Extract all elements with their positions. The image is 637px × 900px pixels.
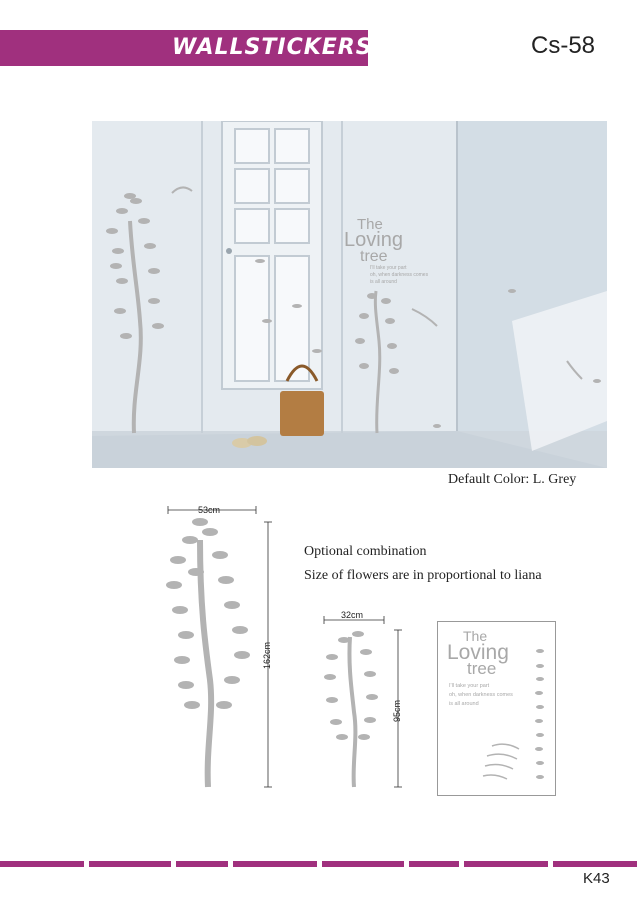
loving-tree-text-panel <box>437 621 556 796</box>
panel-sub-3: is all around <box>449 701 479 707</box>
photo-sub-3: is all around <box>370 279 397 285</box>
small-tree-height-label: 95cm <box>392 700 402 723</box>
room-photo <box>92 121 607 468</box>
photo-sub-1: I'll take your part <box>370 265 407 271</box>
page-code: K43 <box>583 870 610 887</box>
photo-title-tree: tree <box>360 248 388 265</box>
flower-size-note: Size of flowers are in proportional to liana <box>304 568 542 583</box>
panel-title-tree: tree <box>467 659 497 678</box>
small-tree-width-label: 32cm <box>341 610 364 620</box>
panel-title-the: The <box>463 628 488 644</box>
photo-title-loving: Loving <box>344 229 403 251</box>
default-color-caption: Default Color: L. Grey <box>448 472 577 487</box>
panel-sub-2: oh, when darkness comes <box>449 692 513 698</box>
panel-sub-1: I'll take your part <box>449 683 490 689</box>
optional-combination-text: Optional combination <box>304 544 427 559</box>
brand-logo-text: WALLSTICKERS <box>172 35 373 60</box>
room-illustration <box>92 121 607 468</box>
large-tree-width-label: 53cm <box>198 505 221 515</box>
product-code: Cs-58 <box>531 32 596 59</box>
photo-sub-2: oh, when darkness comes <box>370 272 429 278</box>
large-tree-height-label: 162cm <box>262 642 272 670</box>
photo-title-the: The <box>357 216 383 233</box>
panel-title-loving: Loving <box>447 641 509 664</box>
footer-divider <box>0 861 637 867</box>
